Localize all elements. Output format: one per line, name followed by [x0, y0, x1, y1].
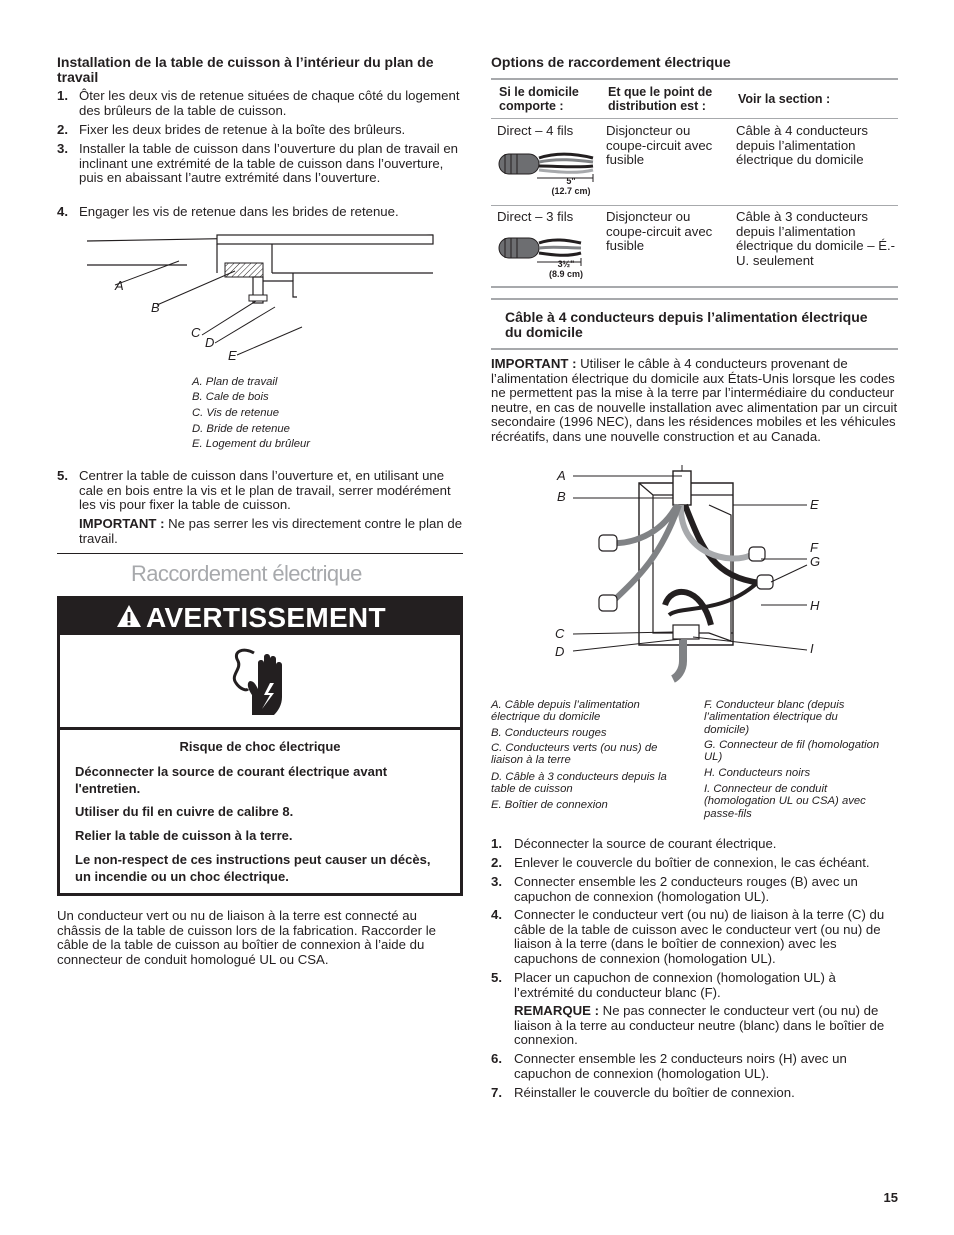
warning-divider [60, 727, 460, 730]
electric-shock-hand-icon [226, 645, 290, 717]
figure-caption: H. Conducteurs noirs [704, 767, 811, 779]
fig2-label-d: D [555, 644, 565, 659]
fig2-label-a: A [557, 468, 566, 483]
table-cell: Câble à 3 conducteurs depuis l’alimentation électrique du domicile – É.-U. seulement [736, 209, 896, 268]
table-cell: Disjoncteur ou coupe-circuit avec fusible [606, 209, 713, 253]
section-rule [491, 298, 898, 300]
warning-line: Le non-respect de ces instructions peut causer un décès, un incendie ou un choc électrique. [75, 852, 431, 884]
install-heading: Installation de la table de cuisson à l’intérieur du plan de travail [57, 54, 434, 85]
fig2-label-h: H [810, 598, 820, 613]
table-cell: Direct – 4 fils [497, 123, 574, 138]
figure-caption: A. Câble depuis l’alimentation électrique du domicile [491, 699, 640, 724]
fig1-label-e: E [228, 348, 237, 363]
warning-header [60, 599, 460, 635]
warning-line: Utiliser du fil en cuivre de calibre 8. [75, 804, 294, 819]
cooktop-installation-figure [57, 225, 463, 365]
figure-caption: C. Conducteurs verts (ou nus) de liaison à la terre [491, 742, 658, 767]
warning-triangle-icon [116, 604, 142, 628]
page-number: 15 [883, 1190, 898, 1205]
figure-caption: D. Bride de retenue [192, 423, 290, 435]
table-header: Et que le point de distribution est : [608, 85, 713, 113]
fig2-label-e: E [810, 497, 819, 512]
table-cell: Disjoncteur ou coupe-circuit avec fusible [606, 123, 713, 167]
junction-box-figure [555, 465, 821, 685]
warning-line: Déconnecter la source de courant électrique avant l'entretien. [75, 764, 388, 796]
table-header: Voir la section : [738, 92, 831, 106]
warning-line: Relier la table de cuisson à la terre. [75, 828, 293, 843]
figure-caption: C. Vis de retenue [192, 407, 280, 419]
table-rule [491, 205, 898, 206]
table-cell: Câble à 4 conducteurs depuis l’alimentation électrique du domicile [736, 123, 868, 167]
section2-heading: Câble à 4 conducteurs depuis l’alimentation électrique du domicile [505, 309, 868, 340]
cable-dimension: 3½" (8.9 cm) [548, 259, 583, 279]
table-top-rule [491, 78, 898, 80]
figure-caption: B. Conducteurs rouges [491, 727, 607, 739]
figure-caption: B. Cale de bois [192, 391, 269, 403]
figure-caption: I. Connecteur de conduit (homologation UL ou CSA) avec passe-fils [704, 783, 866, 820]
fig2-label-g: G [810, 554, 821, 569]
fig1-label-d: D [205, 335, 215, 350]
figure-caption: A. Plan de travail [192, 376, 278, 388]
fig1-label-a: A [115, 278, 124, 293]
divider [57, 553, 463, 554]
fig2-label-b: B [557, 489, 566, 504]
remarque-note: REMARQUE : Ne pas connecter le conducteur vert (ou nu) de liaison à la terre au conducteur neutre (blanc) dans le boîtier de connexion. [514, 1003, 885, 1047]
important-note: IMPORTANT : Ne pas serrer les vis directement contre le plan de travail. [79, 516, 463, 546]
warning-box [57, 596, 463, 896]
table-header: Si le domicile comporte : [499, 85, 579, 113]
important-paragraph: IMPORTANT : Utiliser le câble à 4 conducteurs provenant de l’alimentation électrique du domicile aux États-Unis lorsque les codes ne permettent pas la mise à la terre par l’intermédiaire du conducteur neutre, en cas de nouvelle installation avec alimentation par un circuit secondaire (1996 NEC), dans les résidences mobiles et les véhicules récréatifs, dans une nouvelle construction et au Canada. [491, 356, 898, 444]
fig1-label-c: C [191, 325, 201, 340]
grounding-paragraph: Un conducteur vert ou nu de liaison à la terre est connecté au châssis de la table de cuisson lors de la fabrication. Raccorder le câble de la table de cuisson au boîtier de connexion à l’aide du connecteur de conduit homologué UL ou CSA. [57, 908, 436, 967]
section-title: Raccordement électrique [131, 561, 362, 586]
section-rule [491, 348, 898, 350]
figure-caption: F. Conducteur blanc (depuis l’alimentation électrique du domicile) [704, 699, 845, 736]
warning-risk: Risque de choc électrique [179, 739, 341, 754]
figure-caption: D. Câble à 3 conducteurs depuis la table de cuisson [491, 771, 667, 796]
figure-caption: E. Boîtier de connexion [491, 799, 608, 811]
fig1-label-b: B [151, 300, 160, 315]
figure-caption: G. Connecteur de fil (homologation UL) [704, 739, 880, 764]
options-heading: Options de raccordement électrique [491, 54, 731, 70]
cable-dimension: 5" (12.7 cm) [551, 176, 591, 196]
table-cell: Direct – 3 fils [497, 209, 574, 224]
fig2-label-c: C [555, 626, 565, 641]
table-bottom-rule [491, 286, 898, 288]
figure-caption: E. Logement du brûleur [192, 438, 311, 450]
fig2-label-f: F [810, 540, 818, 555]
fig2-label-i: I [810, 641, 814, 656]
table-rule [491, 118, 898, 119]
warning-title: AVERTISSEMENT [146, 602, 386, 633]
